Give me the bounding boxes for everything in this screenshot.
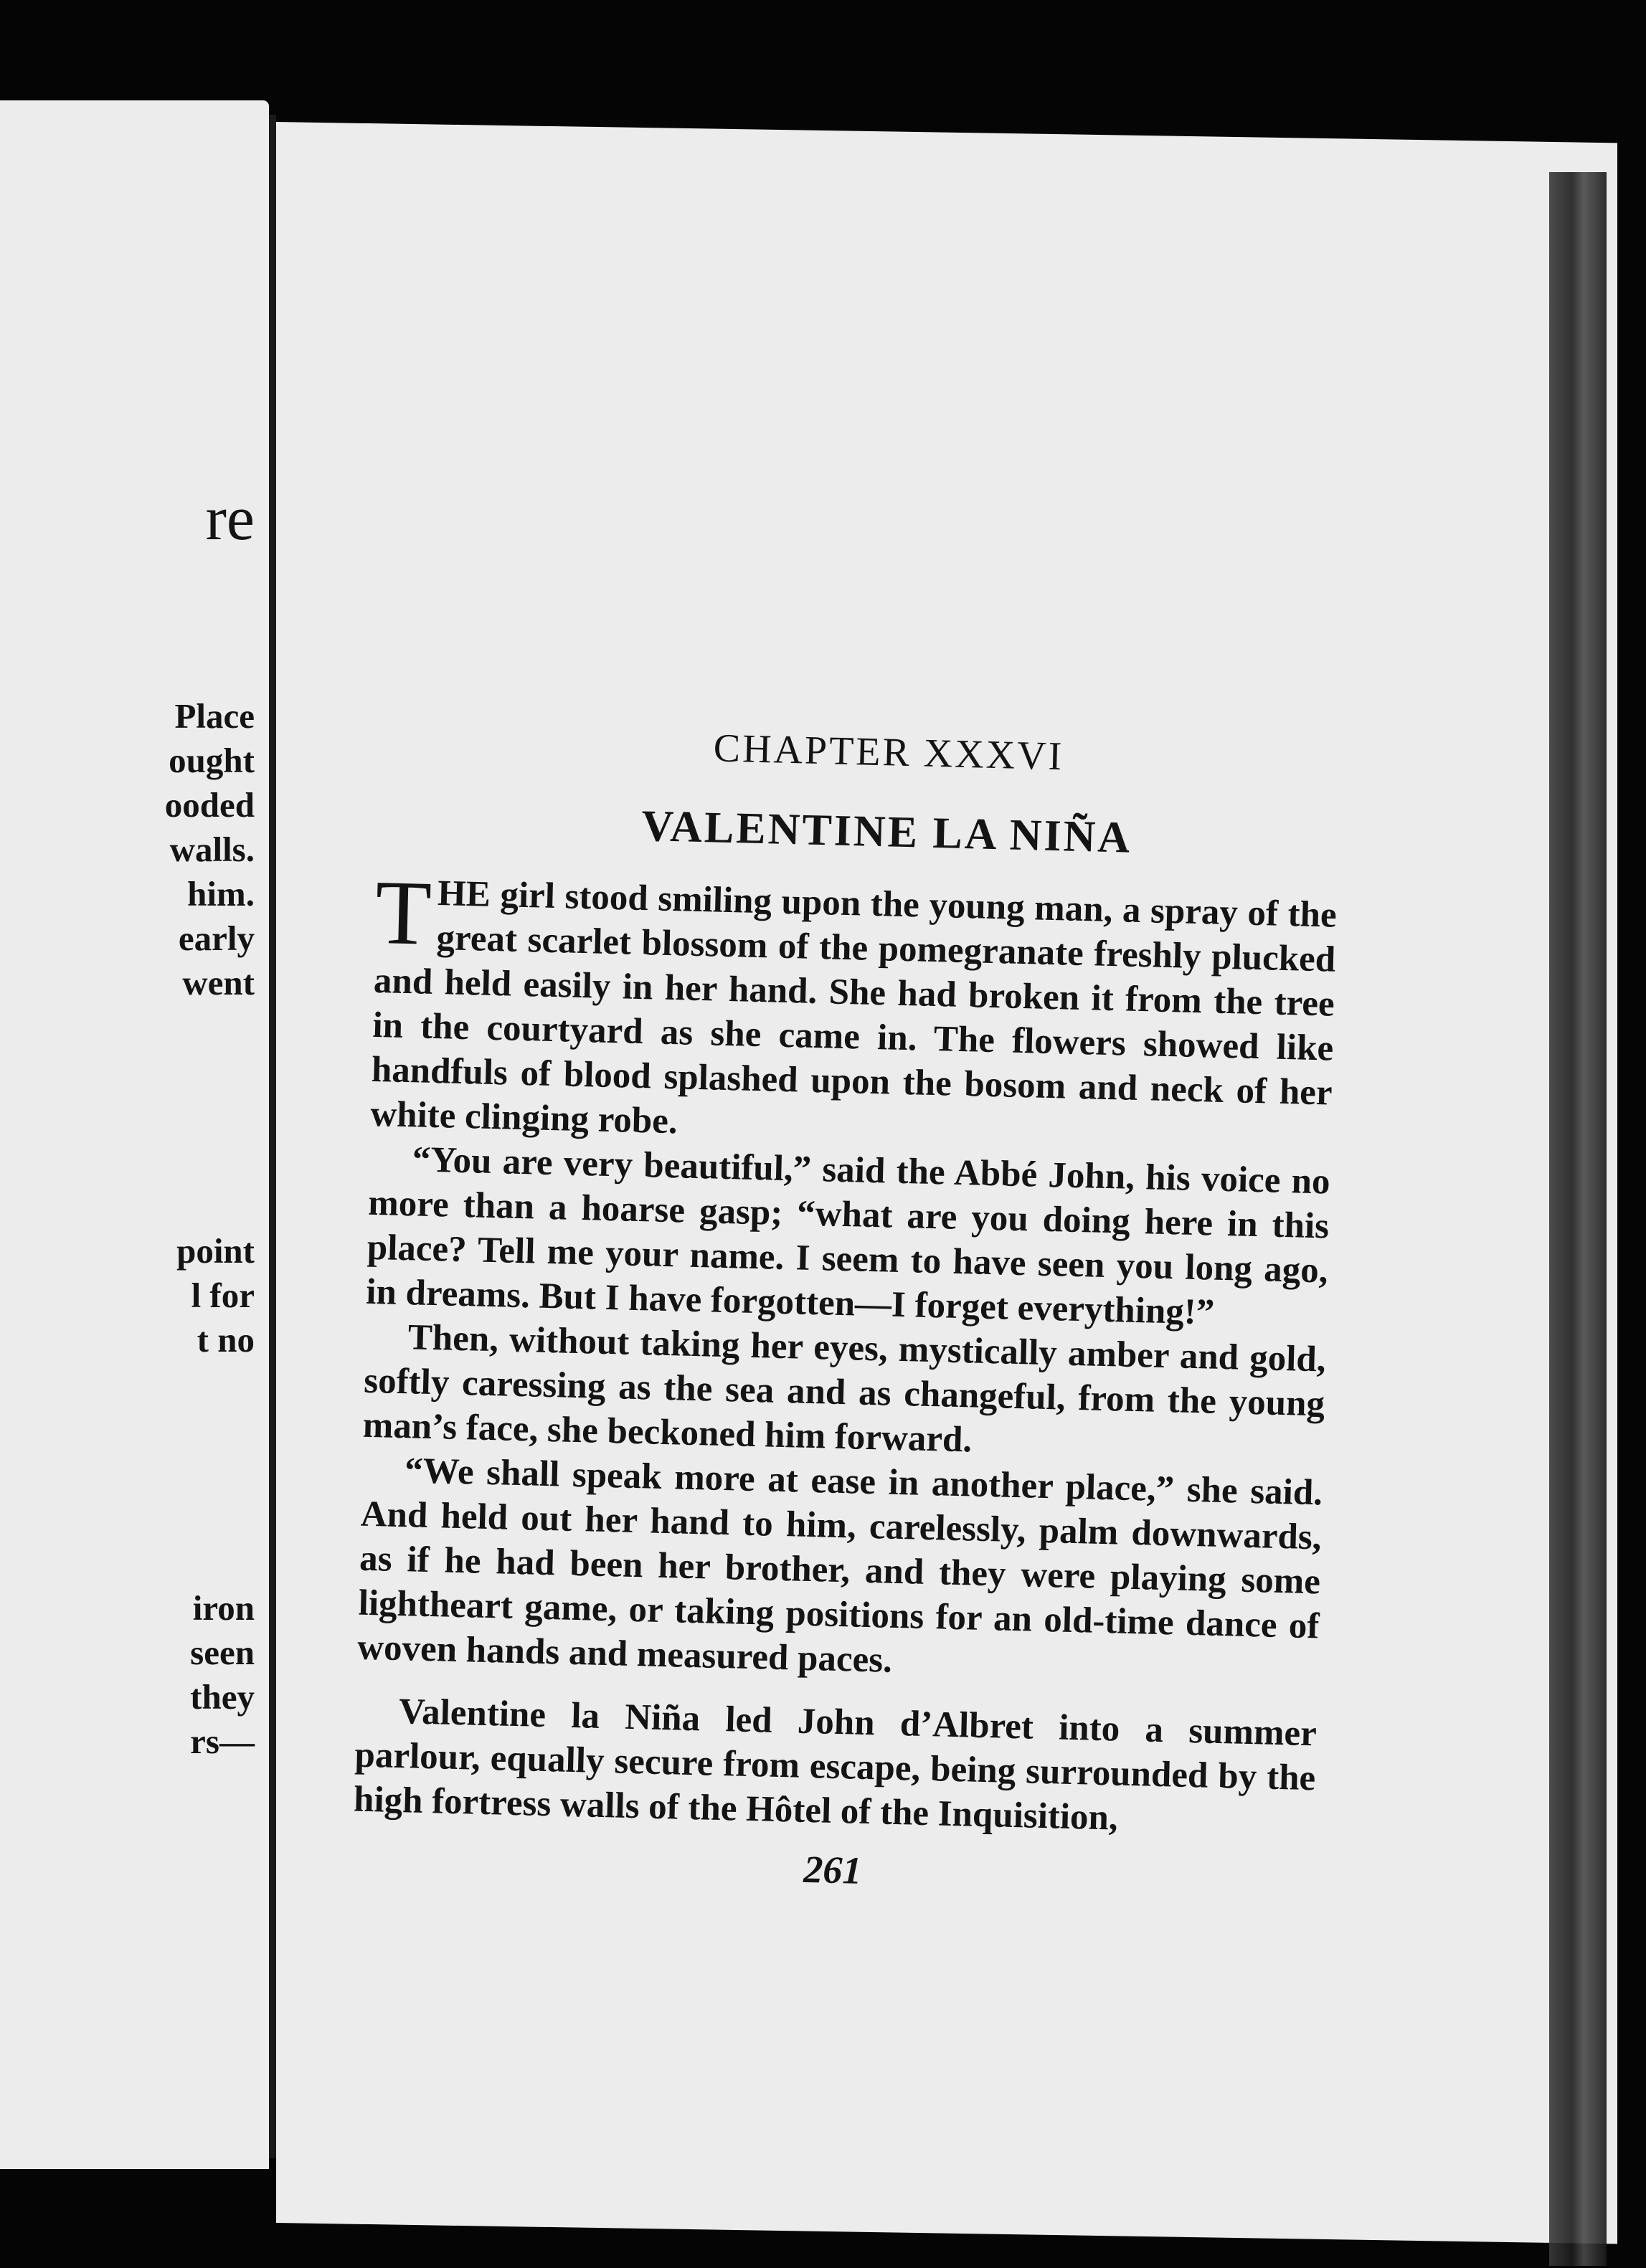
chapter-number: CHAPTER XXXVI	[713, 726, 1064, 779]
paragraph-5: Valentine la Niña led John d’Albret into a summer parlour, equally secure from escape, being surrounded by the high fortress walls of the Hôtel of the Inquisition,	[353, 1691, 1318, 1838]
paragraph-1	[369, 860, 1338, 1160]
left-page-line: rs—	[190, 1722, 255, 1761]
left-page-line: they	[190, 1677, 255, 1717]
paragraph-3: Then, without taking her eyes, mystically amber and gold, softly caressing as the sea and as changeful, from the young man’s face, she beckoned him forward.	[362, 1317, 1327, 1461]
chapter-title: VALENTINE LA NIÑA	[640, 801, 1132, 863]
page-edge	[1549, 172, 1607, 2266]
left-page	[0, 100, 269, 2169]
left-page-line: early	[178, 919, 255, 958]
left-page-line: went	[182, 963, 255, 1002]
left-page-block-3	[165, 1586, 255, 1764]
left-page-line: ooded	[164, 785, 255, 825]
left-page-line: ought	[169, 741, 255, 780]
left-page-line: iron	[192, 1588, 255, 1628]
left-page-line: seen	[190, 1633, 255, 1672]
paragraph-4: “We shall speak more at ease in another place,” she said. And held out her hand to him, carelessly, palm downwards, as if he had been her brother, and they were playing some lightheart game, or taking positions for an old-time dance of woven hands and measured paces.	[356, 1451, 1323, 1681]
left-page-block-2	[165, 1229, 255, 1362]
left-page-line: Place	[174, 696, 255, 736]
left-page-line: t no	[197, 1320, 255, 1360]
page-number: 261	[803, 1847, 863, 1892]
left-page-line: him.	[187, 874, 255, 914]
left-page-line: point	[176, 1231, 255, 1271]
drop-cap: T	[374, 860, 433, 964]
paragraph-1-text: HE girl stood smiling upon the young man, a spray of the great scarlet blossom of the pomegranate freshly plucked and held easily in her hand. She had broken it from the tree in the courtyard as she came in. The flowers showed like handfuls of blood splashed upon the bosom and neck of her white clinging robe.	[369, 873, 1338, 1142]
right-page-content	[351, 717, 1340, 1904]
left-page-text	[165, 394, 255, 1853]
book-gutter	[269, 115, 276, 2158]
left-page-block-1	[165, 694, 255, 1005]
left-page-heading-fragment: re	[205, 484, 255, 554]
left-page-line: walls.	[169, 830, 255, 869]
paragraph-2: “You are very beautiful,” said the Abbé John, his voice no more than a hoarse gasp; “what are you doing here in this place? Tell me your name. I seem to have seen you long ago, in dreams. But I have forgotten—I forget everything!”	[365, 1139, 1331, 1333]
left-page-line: l for	[191, 1276, 255, 1315]
